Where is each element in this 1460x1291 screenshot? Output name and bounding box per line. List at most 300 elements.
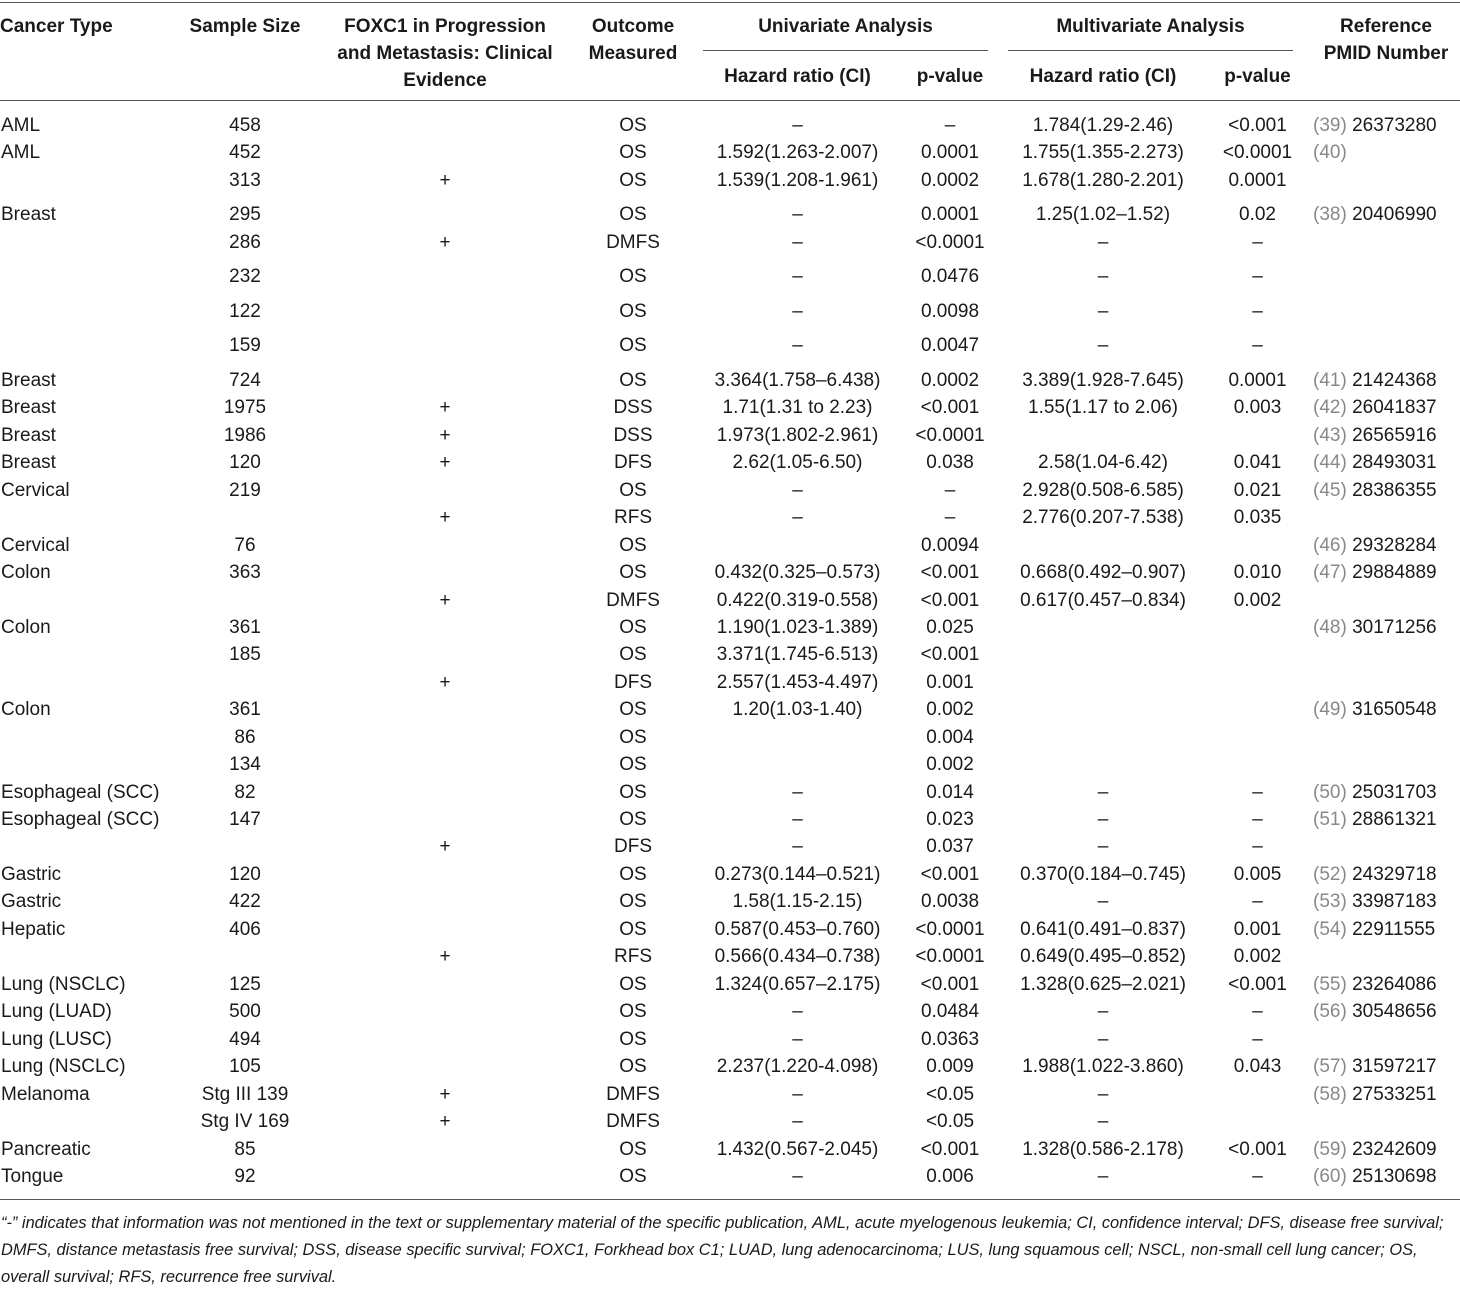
- cell-uni-hazard-ratio: 1.20(1.03-1.40): [732, 699, 863, 720]
- cell-uni-hazard-ratio: 0.587(0.453–0.760): [714, 919, 881, 940]
- cell-uni-p-value: 0.006: [926, 1166, 974, 1187]
- cell-uni-hazard-ratio: –: [792, 480, 803, 501]
- header-reference-line2: PMID Number: [1323, 43, 1449, 64]
- cell-outcome: OS: [619, 617, 647, 638]
- cell-outcome: OS: [619, 170, 647, 191]
- cell-multi-hazard-ratio: –: [1097, 1084, 1109, 1105]
- pmid-number: 24329718: [1352, 864, 1437, 885]
- cell-reference: [1313, 140, 1347, 166]
- cell-multi-p-value: –: [1252, 782, 1263, 803]
- cell-cancer-type: Lung (LUAD): [1, 1001, 112, 1022]
- cell-multi-hazard-ratio: 0.370(0.184–0.745): [1020, 864, 1186, 885]
- cell-outcome: OS: [619, 301, 647, 322]
- cell-outcome: OS: [619, 919, 647, 940]
- table-row: [0, 423, 1460, 449]
- cell-uni-p-value: 0.0047: [920, 335, 980, 356]
- cell-uni-hazard-ratio: 2.62(1.05-6.50): [732, 452, 863, 473]
- cell-multi-p-value: 0.005: [1233, 864, 1282, 885]
- cell-uni-p-value: <0.001: [920, 974, 980, 995]
- cell-sample-size: 147: [229, 809, 261, 830]
- cell-multi-hazard-ratio: 0.668(0.492–0.907): [1020, 562, 1186, 583]
- cell-multi-p-value: 0.0001: [1228, 370, 1287, 391]
- table-row: [0, 168, 1460, 194]
- cell-cancer-type: Breast: [1, 204, 56, 225]
- pmid-number: 26373280: [1352, 115, 1437, 136]
- cell-outcome: OS: [619, 204, 647, 225]
- cell-sample-size: 85: [234, 1139, 256, 1160]
- cell-uni-hazard-ratio: –: [792, 204, 803, 225]
- cell-uni-hazard-ratio: –: [792, 335, 803, 356]
- cell-uni-p-value: <0.001: [920, 397, 980, 418]
- pmid-number: 20406990: [1352, 204, 1437, 225]
- cell-outcome: DSS: [613, 425, 653, 446]
- table-row: [0, 533, 1460, 559]
- cell-multi-hazard-ratio: 2.776(0.207-7.538): [1022, 507, 1184, 528]
- reference-citation-link[interactable]: (56): [1313, 1001, 1347, 1022]
- cell-multi-hazard-ratio: –: [1097, 301, 1109, 322]
- cell-sample-size: 219: [229, 480, 261, 501]
- table-row: [0, 862, 1460, 888]
- cell-outcome: OS: [619, 1029, 647, 1050]
- cell-multi-hazard-ratio: –: [1097, 809, 1109, 830]
- table-row: [0, 113, 1460, 139]
- cell-outcome: DSS: [613, 397, 653, 418]
- cell-multi-hazard-ratio: –: [1097, 1111, 1109, 1132]
- cell-outcome: DFS: [614, 836, 652, 857]
- table-row: [0, 368, 1460, 394]
- table-footnote: “-” indicates that information was not mentioned in the text or supplementary material of the specific publication, AML, acute myelogenous leukemia; CI, confidence interval; DFS, disease free survival; DMFS, distance metastasis free survival; DSS, disease specific survival; FOXC1, Forkhead box C1; LUAD, lung adenocarcinoma; LUS, lung squamous cell; NSCL, non-small cell lung cancer; OS, overall survival; RFS, recurrence free survival.: [1, 1214, 1444, 1286]
- header-sample-size: Sample Size: [189, 16, 301, 37]
- cell-multi-hazard-ratio: 2.58(1.04-6.42): [1038, 452, 1168, 473]
- pmid-number: 25031703: [1352, 782, 1437, 803]
- cell-uni-hazard-ratio: 1.432(0.567-2.045): [716, 1139, 879, 1160]
- cell-cancer-type: Gastric: [1, 864, 62, 885]
- cell-reference: [1313, 1054, 1437, 1080]
- cell-cancer-type: Lung (LUSC): [1, 1029, 112, 1050]
- cell-uni-p-value: 0.0001: [920, 204, 980, 225]
- table-row: [0, 560, 1460, 586]
- cell-sample-size: 1975: [223, 397, 267, 418]
- cell-multi-hazard-ratio: –: [1097, 335, 1109, 356]
- cell-cancer-type: AML: [1, 142, 41, 163]
- pmid-number: 31650548: [1352, 699, 1437, 720]
- cell-uni-hazard-ratio: 0.566(0.434–0.738): [714, 946, 881, 967]
- cell-sample-size: 361: [229, 699, 261, 720]
- cell-multi-hazard-ratio: 1.678(1.280-2.201): [1022, 170, 1184, 191]
- cell-multi-hazard-ratio: –: [1097, 1166, 1109, 1187]
- cell-multi-hazard-ratio: 3.389(1.928-7.645): [1022, 370, 1184, 391]
- table-row: [0, 999, 1460, 1025]
- header-outcome-line1: Outcome: [591, 16, 675, 37]
- cell-cancer-type: Hepatic: [1, 919, 66, 940]
- cell-outcome: RFS: [614, 507, 652, 528]
- cell-multi-p-value: 0.021: [1233, 480, 1282, 501]
- pmid-number: 30548656: [1352, 1001, 1437, 1022]
- table-bottom-rule: [0, 1199, 1460, 1200]
- cell-uni-hazard-ratio: –: [792, 301, 803, 322]
- reference-citation-link[interactable]: (54): [1313, 919, 1347, 940]
- cell-sample-size: 82: [234, 782, 256, 803]
- cell-reference: [1313, 999, 1437, 1025]
- cell-reference: [1313, 202, 1437, 228]
- cell-reference: [1313, 1164, 1437, 1190]
- cell-cancer-type: AML: [1, 115, 41, 136]
- table-top-rule: [0, 2, 1460, 3]
- cell-sample-size: 1986: [223, 425, 267, 446]
- header-outcome-line2: Measured: [588, 43, 678, 64]
- reference-citation-link[interactable]: (40): [1313, 142, 1347, 163]
- cell-multi-hazard-ratio: –: [1097, 1001, 1109, 1022]
- cell-uni-hazard-ratio: 2.557(1.453-4.497): [716, 672, 879, 693]
- cell-uni-p-value: 0.025: [926, 617, 974, 638]
- cell-cancer-type: Gastric: [1, 891, 62, 912]
- cell-sample-size: 185: [229, 644, 261, 665]
- reference-citation-link[interactable]: (44): [1313, 452, 1347, 473]
- reference-citation-link[interactable]: (51): [1313, 809, 1347, 830]
- cell-outcome: OS: [619, 370, 647, 391]
- cell-multi-hazard-ratio: 1.328(0.586-2.178): [1022, 1139, 1184, 1160]
- multivariate-subrule: [1008, 50, 1293, 51]
- cell-reference: [1313, 423, 1437, 449]
- table-row: [0, 1164, 1460, 1190]
- cell-sample-size: 86: [234, 727, 256, 748]
- cell-uni-hazard-ratio: 0.432(0.325–0.573): [714, 562, 881, 583]
- cell-reference: [1313, 917, 1435, 943]
- cell-sample-size: 232: [229, 266, 261, 287]
- cell-multi-hazard-ratio: 1.784(1.29-2.46): [1032, 115, 1174, 136]
- cell-uni-p-value: <0.05: [925, 1111, 975, 1132]
- cell-outcome: OS: [619, 1001, 647, 1022]
- table-row: [0, 505, 1460, 531]
- header-multivariate: Multivariate Analysis: [1056, 16, 1245, 37]
- cell-uni-hazard-ratio: 1.190(1.023-1.389): [716, 617, 879, 638]
- cell-multi-p-value: 0.003: [1233, 397, 1282, 418]
- cell-uni-p-value: –: [944, 507, 956, 528]
- cell-uni-p-value: 0.0098: [920, 301, 980, 322]
- cell-outcome: OS: [619, 809, 647, 830]
- table-row: [0, 1082, 1460, 1108]
- cell-outcome: OS: [619, 727, 647, 748]
- reference-citation-link[interactable]: (43): [1313, 425, 1347, 446]
- cell-multi-p-value: 0.0001: [1228, 170, 1287, 191]
- table-row: [0, 1109, 1460, 1135]
- cell-multi-p-value: –: [1252, 1166, 1263, 1187]
- cell-multi-hazard-ratio: –: [1097, 232, 1109, 253]
- table-row: [0, 1137, 1460, 1163]
- cell-sample-size: Stg IV 169: [200, 1111, 290, 1132]
- table-row: [0, 834, 1460, 860]
- cell-outcome: DMFS: [606, 1111, 660, 1132]
- univariate-subrule: [703, 50, 988, 51]
- cell-uni-p-value: <0.0001: [915, 425, 985, 446]
- cell-cancer-type: Pancreatic: [1, 1139, 91, 1160]
- reference-citation-link[interactable]: (47): [1313, 562, 1347, 583]
- cell-multi-p-value: –: [1252, 809, 1263, 830]
- cell-uni-p-value: 0.0002: [920, 170, 980, 191]
- cell-outcome: OS: [619, 142, 647, 163]
- cell-outcome: OS: [619, 562, 647, 583]
- cell-cancer-type: Tongue: [1, 1166, 64, 1187]
- cell-multi-p-value: 0.010: [1233, 562, 1282, 583]
- cell-outcome: OS: [619, 864, 647, 885]
- cell-multi-p-value: –: [1252, 1001, 1263, 1022]
- cell-uni-p-value: 0.0094: [920, 535, 980, 556]
- cell-uni-hazard-ratio: –: [792, 232, 803, 253]
- cell-reference: [1313, 780, 1437, 806]
- cell-sample-size: 452: [229, 142, 261, 163]
- cell-foxc1-evidence: +: [439, 590, 451, 611]
- cell-multi-p-value: –: [1252, 301, 1263, 322]
- cell-sample-size: 92: [234, 1166, 256, 1187]
- cell-uni-p-value: <0.001: [920, 1139, 980, 1160]
- cell-cancer-type: Esophageal (SCC): [1, 782, 160, 803]
- table-row: [0, 299, 1460, 325]
- cell-foxc1-evidence: +: [439, 425, 451, 446]
- pmid-number: 28861321: [1352, 809, 1437, 830]
- reference-citation-link[interactable]: (58): [1313, 1084, 1347, 1105]
- cell-uni-hazard-ratio: 1.324(0.657–2.175): [714, 974, 881, 995]
- cell-reference: [1313, 862, 1437, 888]
- cell-uni-p-value: 0.0001: [920, 142, 980, 163]
- cell-sample-size: 363: [229, 562, 261, 583]
- cell-outcome: OS: [619, 1166, 647, 1187]
- cell-reference: [1313, 450, 1437, 476]
- pmid-number: 29328284: [1352, 535, 1437, 556]
- table-row: [0, 972, 1460, 998]
- cell-multi-hazard-ratio: 2.928(0.508-6.585): [1022, 480, 1184, 501]
- cell-reference: [1313, 807, 1437, 833]
- cell-uni-hazard-ratio: 1.592(1.263-2.007): [716, 142, 879, 163]
- cell-uni-hazard-ratio: –: [792, 1001, 803, 1022]
- cell-cancer-type: Breast: [1, 452, 56, 473]
- cell-uni-hazard-ratio: –: [792, 1029, 803, 1050]
- cell-sample-size: 105: [229, 1056, 261, 1077]
- pmid-number: 30171256: [1352, 617, 1437, 638]
- reference-citation-link[interactable]: (57): [1313, 1056, 1347, 1077]
- cell-reference: [1313, 560, 1437, 586]
- cell-reference: [1313, 972, 1437, 998]
- reference-citation-link[interactable]: (55): [1313, 974, 1347, 995]
- cell-multi-p-value: <0.001: [1228, 1139, 1287, 1160]
- cell-sample-size: 494: [229, 1029, 261, 1050]
- cell-uni-hazard-ratio: 2.237(1.220-4.098): [716, 1056, 879, 1077]
- cell-outcome: DMFS: [606, 232, 660, 253]
- cell-sample-size: 134: [229, 754, 261, 775]
- reference-citation-link[interactable]: (50): [1313, 782, 1347, 803]
- cell-uni-hazard-ratio: 0.422(0.319-0.558): [716, 590, 879, 611]
- cell-uni-p-value: 0.004: [926, 727, 974, 748]
- cell-uni-p-value: <0.0001: [915, 946, 985, 967]
- table-row: [0, 725, 1460, 751]
- cell-sample-size: 76: [234, 535, 256, 556]
- cell-outcome: OS: [619, 782, 647, 803]
- cell-uni-p-value: 0.009: [926, 1056, 974, 1077]
- cell-cancer-type: Esophageal (SCC): [1, 809, 160, 830]
- cell-multi-p-value: 0.041: [1233, 452, 1282, 473]
- cell-sample-size: 724: [229, 370, 261, 391]
- table-row: [0, 140, 1460, 166]
- header-foxc1-line1: FOXC1 in Progression: [344, 16, 546, 37]
- cell-outcome: OS: [619, 699, 647, 720]
- header-foxc1-line3: Evidence: [403, 70, 487, 91]
- cell-outcome: DMFS: [606, 590, 660, 611]
- cell-foxc1-evidence: +: [439, 397, 451, 418]
- cell-uni-p-value: <0.0001: [915, 919, 985, 940]
- table-row: [0, 642, 1460, 668]
- cell-outcome: OS: [619, 891, 647, 912]
- header-foxc1-line2: and Metastasis: Clinical: [337, 43, 553, 64]
- cell-multi-p-value: <0.001: [1228, 974, 1287, 995]
- reference-citation-link[interactable]: (46): [1313, 535, 1347, 556]
- table-row: [0, 889, 1460, 915]
- pmid-number: 25130698: [1352, 1166, 1437, 1187]
- header-multi-hazard-ratio: Hazard ratio (CI): [1029, 66, 1177, 87]
- pmid-number: 29884889: [1352, 562, 1437, 583]
- cell-reference: [1313, 697, 1437, 723]
- table-row: [0, 1027, 1460, 1053]
- cell-multi-hazard-ratio: 1.755(1.355-2.273): [1022, 142, 1184, 163]
- cell-outcome: OS: [619, 535, 647, 556]
- pmid-number: 28493031: [1352, 452, 1437, 473]
- cell-uni-p-value: 0.0476: [920, 266, 980, 287]
- cell-multi-p-value: –: [1252, 232, 1263, 253]
- table-row: [0, 230, 1460, 256]
- pmid-number: 23242609: [1352, 1139, 1437, 1160]
- cell-uni-hazard-ratio: –: [792, 115, 803, 136]
- cell-uni-hazard-ratio: –: [792, 782, 803, 803]
- table-row: [0, 670, 1460, 696]
- cell-uni-p-value: <0.05: [925, 1084, 975, 1105]
- cell-foxc1-evidence: +: [439, 452, 451, 473]
- cell-foxc1-evidence: +: [439, 507, 451, 528]
- cell-uni-hazard-ratio: –: [792, 836, 803, 857]
- cell-multi-hazard-ratio: 1.55(1.17 to 2.06): [1028, 397, 1178, 418]
- cell-uni-p-value: 0.0002: [920, 370, 980, 391]
- cell-cancer-type: Breast: [1, 425, 56, 446]
- table-row: [0, 780, 1460, 806]
- pmid-number: 27533251: [1352, 1084, 1437, 1105]
- cell-outcome: DFS: [614, 452, 652, 473]
- reference-citation-link[interactable]: (48): [1313, 617, 1347, 638]
- cell-multi-hazard-ratio: 0.617(0.457–0.834): [1020, 590, 1186, 611]
- cell-outcome: OS: [619, 480, 647, 501]
- cell-cancer-type: Colon: [1, 699, 51, 720]
- cell-uni-p-value: <0.001: [920, 590, 980, 611]
- cell-foxc1-evidence: +: [439, 1111, 451, 1132]
- cell-uni-p-value: 0.037: [926, 836, 974, 857]
- cell-uni-p-value: 0.0484: [920, 1001, 980, 1022]
- reference-citation-link[interactable]: (49): [1313, 699, 1347, 720]
- reference-citation-link[interactable]: (41): [1313, 370, 1347, 391]
- cell-sample-size: 313: [229, 170, 261, 191]
- header-univariate: Univariate Analysis: [758, 16, 933, 37]
- pmid-number: 28386355: [1352, 480, 1437, 501]
- cell-uni-hazard-ratio: 1.58(1.15-2.15): [732, 891, 863, 912]
- cell-multi-p-value: 0.035: [1233, 507, 1282, 528]
- reference-citation-link[interactable]: (39): [1313, 115, 1347, 136]
- cell-foxc1-evidence: +: [439, 1084, 451, 1105]
- reference-citation-link[interactable]: (60): [1313, 1166, 1347, 1187]
- cell-sample-size: 122: [229, 301, 261, 322]
- cell-sample-size: 406: [229, 919, 261, 940]
- cell-reference: [1313, 1082, 1437, 1108]
- cell-uni-p-value: 0.014: [926, 782, 974, 803]
- table-row: [0, 917, 1460, 943]
- cell-uni-hazard-ratio: –: [792, 809, 803, 830]
- pmid-number: 22911555: [1352, 919, 1436, 940]
- cell-multi-p-value: <0.001: [1228, 115, 1287, 136]
- cell-uni-hazard-ratio: 1.539(1.208-1.961): [716, 170, 879, 191]
- cell-outcome: DFS: [614, 672, 652, 693]
- cell-sample-size: 286: [229, 232, 261, 253]
- cell-multi-p-value: 0.001: [1233, 919, 1282, 940]
- pmid-number: 26041837: [1352, 397, 1437, 418]
- cell-uni-p-value: 0.038: [926, 452, 974, 473]
- cell-uni-hazard-ratio: –: [792, 1166, 803, 1187]
- cell-cancer-type: Breast: [1, 397, 56, 418]
- cell-sample-size: 361: [229, 617, 261, 638]
- cell-sample-size: Stg III 139: [201, 1084, 289, 1105]
- cell-outcome: OS: [619, 115, 647, 136]
- cell-foxc1-evidence: +: [439, 672, 451, 693]
- cell-cancer-type: Cervical: [1, 535, 70, 556]
- cell-sample-size: 120: [229, 452, 261, 473]
- cell-reference: [1313, 1137, 1437, 1163]
- cell-multi-p-value: 0.02: [1239, 204, 1276, 225]
- cell-outcome: OS: [619, 335, 647, 356]
- cell-sample-size: 500: [229, 1001, 261, 1022]
- cell-foxc1-evidence: +: [439, 232, 451, 253]
- cell-multi-p-value: –: [1252, 836, 1263, 857]
- table-row: [0, 752, 1460, 778]
- cell-sample-size: 458: [229, 115, 261, 136]
- header-cancer-type: Cancer Type: [0, 16, 113, 37]
- reference-citation-link[interactable]: (38): [1313, 204, 1347, 225]
- reference-citation-link[interactable]: (59): [1313, 1139, 1347, 1160]
- cell-cancer-type: Lung (NSCLC): [1, 974, 126, 995]
- cell-outcome: OS: [619, 974, 647, 995]
- cell-outcome: OS: [619, 754, 647, 775]
- cell-uni-p-value: <0.0001: [915, 232, 985, 253]
- cell-multi-hazard-ratio: –: [1097, 1029, 1109, 1050]
- cell-uni-p-value: 0.002: [926, 699, 974, 720]
- cell-sample-size: 125: [229, 974, 261, 995]
- cell-uni-p-value: 0.023: [926, 809, 974, 830]
- cell-uni-hazard-ratio: –: [792, 1084, 803, 1105]
- cell-uni-hazard-ratio: 3.371(1.745-6.513): [716, 644, 879, 665]
- cell-cancer-type: Breast: [1, 370, 56, 391]
- cell-multi-p-value: –: [1252, 266, 1263, 287]
- cell-foxc1-evidence: +: [439, 170, 451, 191]
- cell-multi-hazard-ratio: –: [1097, 891, 1109, 912]
- table-row: [0, 264, 1460, 290]
- cell-reference: [1313, 889, 1437, 915]
- cell-uni-hazard-ratio: 1.71(1.31 to 2.23): [722, 397, 873, 418]
- reference-citation-link[interactable]: (52): [1313, 864, 1347, 885]
- cell-multi-p-value: 0.002: [1233, 590, 1282, 611]
- table-row: [0, 333, 1460, 359]
- reference-citation-link[interactable]: (53): [1313, 891, 1347, 912]
- cell-cancer-type: Colon: [1, 617, 51, 638]
- cell-outcome: OS: [619, 1056, 647, 1077]
- reference-citation-link[interactable]: (42): [1313, 397, 1347, 418]
- cell-multi-p-value: 0.043: [1233, 1056, 1282, 1077]
- pmid-number: 31597217: [1352, 1056, 1437, 1077]
- reference-citation-link[interactable]: (45): [1313, 480, 1347, 501]
- cell-uni-hazard-ratio: –: [792, 266, 803, 287]
- table-row: [0, 807, 1460, 833]
- cell-cancer-type: Cervical: [1, 480, 70, 501]
